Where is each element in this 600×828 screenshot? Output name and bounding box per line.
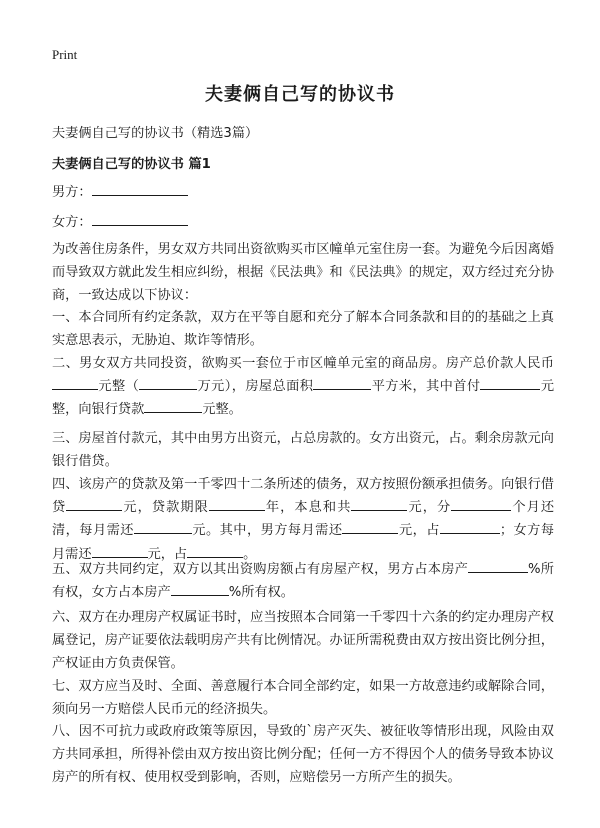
clause-5 [52,558,554,604]
clause-4-text: 元，贷款期限 [122,500,209,516]
clause-4-text: 元，分 [407,500,452,516]
clause-3: 三、房屋首付款元，其中由男方出资元，占总房款的。女方出资元，占。剩余房款元向银行借贷。 [52,431,554,470]
clause-5-text: %所有权。 [228,585,294,601]
clause-4 [52,473,554,566]
clause-5-text: 五、双方共同约定，双方以其出资购房额占有房屋产权，男方占本房产 [52,562,469,577]
clause-2-text: 万元），房屋总面积 [197,379,314,395]
party-female-label: 女方： [52,215,92,230]
blank [92,543,148,558]
party-female-blank [92,211,188,226]
blank [171,581,229,596]
clause-2-text: 二、男女双方共同投资，欲购买一套位于市区幢单元室的商品房。房产总价款人民币 [52,356,554,371]
blank [209,496,265,511]
clause-4-text: 元，占 [147,546,188,562]
clause-4-text: 元。其中，男方每月需还 [191,523,343,539]
clause-2-text: 元整（ [98,379,140,395]
blank [451,496,511,511]
blank [139,375,197,390]
clause-2-text: 元整，向银行贷款 [52,379,555,418]
clause-7: 七、双方应当及时、全面、善意履行本合同全部约定，如果一方故意违约或解除合同，须向另一方赔偿人民币元的经济损失。 [52,679,554,718]
blank [342,519,398,534]
clause-8: 八、因不可抗力或政府政策等原因，导致的`房产灭失、被征收等情形出现，风险由双方共同承担，所得补偿由双方按出资比例分配；任何一方不得因个人的债务导致本协议房产的所有权、使用权受到影响，否则，应赔偿另一方所产生的损失。 [52,724,554,786]
clause-2-text: 元整。 [202,402,242,418]
blank [52,375,98,390]
clause-5-text: %所有权，女方占本房产 [52,562,554,601]
intro-paragraph: 为改善住房条件，男女双方共同出资欲购买市区幢单元室住房一套。为避免今后因离婚而导致双方就此发生相应纠纷，根据《民法典》和《民法典》的规定，双方经过充分协商，一致达成以下协议： [52,242,554,304]
clause-4-text: 年，本息和共 [264,500,352,516]
blank [313,375,371,390]
blank [66,496,122,511]
clause-4-text: 元，占 [398,523,440,539]
party-female-line [52,211,554,234]
clause-2-text: 平方米，其中首付 [371,379,481,395]
party-male-label: 男方： [52,185,92,200]
print-link[interactable]: Print [52,47,78,62]
clause-4-text: ；女方每月需还 [52,523,555,562]
blank [440,519,500,534]
party-male-line [52,181,554,204]
blank [187,543,243,558]
party-male-blank [92,181,188,196]
blank [134,519,192,534]
clause-1: 一、本合同所有约定条款，双方在平等自愿和充分了解本合同条款和目的的基础之上真实意思表示，无胁迫、欺诈等情形。 [52,310,554,349]
blank [144,398,202,413]
clause-4-text: 四、该房产的贷款及第一千零四十二条所述的债务，双方按照份额承担债务。向银行借贷 [52,477,554,516]
page-title: 夫妻俩自己写的协议书 [205,84,395,105]
blank [480,375,540,390]
clause-4-text: 个月还清，每月需还 [52,500,555,539]
clause-2 [52,352,554,422]
blank [468,558,528,573]
section-heading: 夫妻俩自己写的协议书 篇1 [52,157,211,172]
clause-4-text: 。 [243,546,257,562]
blank [351,496,407,511]
document-subtitle: 夫妻俩自己写的协议书（精选3篇） [52,126,259,141]
clause-6: 六、双方在办理房产权属证书时，应当按照本合同第一千零四十六条的约定办理房产权属登记，房产证要依法载明房产共有比例情况。办证所需税费由双方按出资比例分担，产权证由方负责保管。 [52,610,554,672]
